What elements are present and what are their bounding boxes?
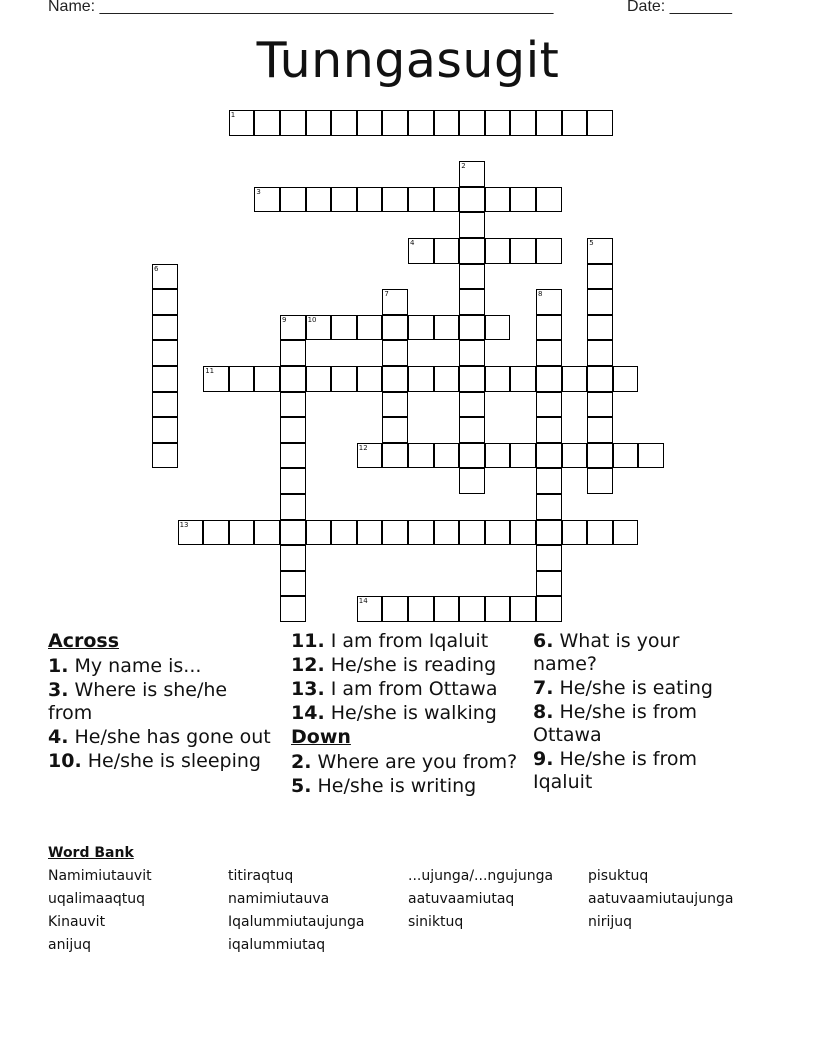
down-heading: Down [291, 726, 351, 748]
crossword-cell[interactable] [152, 392, 178, 418]
crossword-cell[interactable] [254, 187, 280, 213]
crossword-cell[interactable] [280, 494, 306, 520]
clue-across-13: 13. I am from Ottawa [291, 678, 498, 700]
clue-number: 10 [307, 315, 317, 324]
crossword-cell[interactable] [587, 238, 613, 264]
crossword-cell[interactable] [459, 468, 485, 494]
word-bank-word: Iqalummiutaujunga [228, 914, 365, 930]
word-bank-word: aatuvaamiutaq [408, 891, 515, 907]
across-heading: Across [48, 630, 120, 652]
crossword-cell[interactable] [357, 366, 383, 392]
clue-down-6: 6. What is your name? [533, 630, 680, 675]
crossword-cell[interactable] [536, 110, 562, 136]
crossword-cell[interactable] [280, 545, 306, 571]
crossword-cell[interactable] [510, 187, 536, 213]
crossword-cell[interactable] [459, 417, 485, 443]
crossword-cell[interactable] [536, 366, 562, 392]
crossword-cell[interactable] [203, 520, 229, 546]
crossword-cell[interactable] [331, 315, 357, 341]
crossword-cell[interactable] [587, 264, 613, 290]
crossword-cell[interactable] [382, 443, 408, 469]
crossword-cell[interactable] [536, 494, 562, 520]
clue-number: 8 [538, 290, 543, 299]
clue-number: 6 [154, 264, 159, 273]
crossword-cell[interactable] [485, 520, 511, 546]
clue-across-4: 4. He/she has gone out [48, 726, 271, 748]
crossword-cell[interactable] [382, 315, 408, 341]
crossword-cell[interactable] [382, 392, 408, 418]
crossword-cell[interactable] [357, 187, 383, 213]
crossword-cell[interactable] [357, 110, 383, 136]
crossword-cell[interactable] [357, 596, 383, 622]
crossword-cell[interactable] [382, 417, 408, 443]
crossword-cell[interactable] [638, 443, 664, 469]
crossword-cell[interactable] [510, 520, 536, 546]
crossword-cell[interactable] [408, 520, 434, 546]
crossword-cell[interactable] [459, 161, 485, 187]
crossword-cell[interactable] [306, 187, 332, 213]
crossword-cell[interactable] [152, 417, 178, 443]
crossword-cell[interactable] [280, 392, 306, 418]
crossword-cell[interactable] [408, 315, 434, 341]
crossword-cell[interactable] [203, 366, 229, 392]
crossword-cell[interactable] [382, 289, 408, 315]
clue-number: 9 [282, 315, 287, 324]
crossword-cell[interactable] [459, 187, 485, 213]
crossword-cell[interactable] [536, 417, 562, 443]
crossword-cell[interactable] [536, 596, 562, 622]
crossword-cell[interactable] [536, 520, 562, 546]
crossword-cell[interactable] [459, 212, 485, 238]
word-bank-word: siniktuq [408, 914, 464, 930]
word-bank-word: pisuktuq [588, 868, 649, 884]
crossword-cell[interactable] [280, 366, 306, 392]
crossword-cell[interactable] [510, 596, 536, 622]
clue-number: 13 [179, 520, 189, 529]
crossword-cell[interactable] [357, 315, 383, 341]
crossword-cell[interactable] [382, 110, 408, 136]
crossword-cell[interactable] [434, 315, 460, 341]
crossword-cell[interactable] [587, 468, 613, 494]
date-field-label: Date: _______ [627, 0, 732, 15]
clue-down-2: 2. Where are you from? [291, 751, 518, 773]
crossword-cell[interactable] [254, 520, 280, 546]
crossword-cell[interactable] [510, 443, 536, 469]
crossword-cell[interactable] [536, 468, 562, 494]
crossword-cell[interactable] [152, 264, 178, 290]
crossword-cell[interactable] [152, 340, 178, 366]
clue-column-3 [533, 630, 748, 795]
word-bank-word: ...ujunga/...ngujunga [408, 868, 554, 884]
crossword-cell[interactable] [587, 289, 613, 315]
clue-down-5: 5. He/she is writing [291, 775, 477, 797]
crossword-cell[interactable] [280, 340, 306, 366]
crossword-cell[interactable] [434, 187, 460, 213]
crossword-cell[interactable] [485, 238, 511, 264]
word-bank-word: Kinauvit [48, 914, 106, 930]
crossword-cell[interactable] [536, 443, 562, 469]
crossword-cell[interactable] [254, 366, 280, 392]
crossword-cell[interactable] [536, 392, 562, 418]
clue-number: 7 [384, 290, 389, 299]
crossword-cell[interactable] [229, 366, 255, 392]
crossword-cell[interactable] [536, 315, 562, 341]
clue-number: 3 [256, 187, 261, 196]
crossword-cell[interactable] [613, 366, 639, 392]
crossword-cell[interactable] [485, 110, 511, 136]
word-bank-word: namimiutauva [228, 891, 330, 907]
crossword-cell[interactable] [280, 315, 306, 341]
crossword-cell[interactable] [331, 187, 357, 213]
crossword-cell[interactable] [459, 392, 485, 418]
crossword-cell[interactable] [280, 110, 306, 136]
crossword-cell[interactable] [152, 443, 178, 469]
crossword-cell[interactable] [152, 315, 178, 341]
crossword-cell[interactable] [485, 366, 511, 392]
crossword-cell[interactable] [485, 443, 511, 469]
crossword-cell[interactable] [510, 238, 536, 264]
crossword-cell[interactable] [280, 468, 306, 494]
crossword-cell[interactable] [280, 443, 306, 469]
crossword-cell[interactable] [306, 315, 332, 341]
crossword-cell[interactable] [357, 443, 383, 469]
word-bank-title: Word Bank [48, 845, 134, 861]
crossword-cell[interactable] [408, 366, 434, 392]
crossword-cell[interactable] [434, 110, 460, 136]
crossword-cell[interactable] [562, 110, 588, 136]
crossword-cell[interactable] [587, 443, 613, 469]
crossword-cell[interactable] [536, 571, 562, 597]
crossword-cell[interactable] [408, 443, 434, 469]
crossword-cell[interactable] [434, 443, 460, 469]
crossword-cell[interactable] [587, 315, 613, 341]
crossword-cell[interactable] [587, 520, 613, 546]
crossword-cell[interactable] [459, 366, 485, 392]
crossword-cell[interactable] [229, 520, 255, 546]
clue-across-1: 1. My name is... [48, 655, 202, 677]
clue-number: 1 [230, 111, 236, 119]
crossword-cell[interactable] [306, 520, 332, 546]
crossword-cell[interactable] [408, 187, 434, 213]
crossword-cell[interactable] [152, 366, 178, 392]
crossword-cell[interactable] [331, 110, 357, 136]
crossword-cell[interactable] [459, 315, 485, 341]
crossword-cell[interactable] [510, 366, 536, 392]
crossword-cell[interactable] [280, 187, 306, 213]
clue-down-7: 7. He/she is eating [533, 677, 713, 699]
clue-number: 5 [589, 239, 594, 247]
clue-number: 14 [358, 597, 368, 606]
word-bank-word: uqalimaaqtuq [48, 891, 146, 907]
crossword-cell[interactable] [459, 289, 485, 315]
crossword-cell[interactable] [587, 110, 613, 136]
crossword-cell[interactable] [434, 366, 460, 392]
crossword-cell[interactable] [562, 443, 588, 469]
crossword-cell[interactable] [459, 520, 485, 546]
crossword-cell[interactable] [382, 596, 408, 622]
crossword-cell[interactable] [382, 520, 408, 546]
crossword-cell[interactable] [152, 289, 178, 315]
crossword-cell[interactable] [562, 366, 588, 392]
crossword-cell[interactable] [459, 110, 485, 136]
crossword-cell[interactable] [254, 110, 280, 136]
crossword-cell[interactable] [459, 264, 485, 290]
crossword-cell[interactable] [459, 443, 485, 469]
crossword-cell[interactable] [485, 187, 511, 213]
crossword-cell[interactable] [408, 110, 434, 136]
clue-across-11: 11. I am from Iqaluit [291, 630, 489, 652]
clue-column-2 [291, 630, 526, 799]
crossword-cell[interactable] [459, 596, 485, 622]
word-bank-word: aatuvaamiutaujunga [588, 891, 734, 907]
clue-down-8: 8. He/she is from Ottawa [533, 701, 697, 746]
crossword-cell[interactable] [408, 596, 434, 622]
word-bank-word: titiraqtuq [228, 868, 294, 884]
crossword-cell[interactable] [280, 417, 306, 443]
page-title: Tunngasugit [256, 32, 560, 89]
crossword-cell[interactable] [382, 366, 408, 392]
crossword-cell[interactable] [434, 596, 460, 622]
crossword-cell[interactable] [536, 187, 562, 213]
crossword-cell[interactable] [280, 571, 306, 597]
clue-number: 4 [410, 239, 415, 247]
crossword-cell[interactable] [434, 520, 460, 546]
crossword-cell[interactable] [306, 366, 332, 392]
crossword-cell[interactable] [562, 520, 588, 546]
word-bank-word: anijuq [48, 937, 91, 953]
crossword-cell[interactable] [510, 110, 536, 136]
crossword-cell[interactable] [485, 596, 511, 622]
clue-column-1 [48, 630, 273, 774]
crossword-cell[interactable] [382, 340, 408, 366]
word-bank-word: Namimiutauvit [48, 868, 152, 884]
crossword-cell[interactable] [587, 366, 613, 392]
crossword-cell[interactable] [280, 520, 306, 546]
crossword-cell[interactable] [536, 545, 562, 571]
crossword-cell[interactable] [434, 238, 460, 264]
crossword-cell[interactable] [587, 340, 613, 366]
crossword-cell[interactable] [280, 596, 306, 622]
crossword-cell[interactable] [331, 366, 357, 392]
crossword-cell[interactable] [613, 520, 639, 546]
crossword-cell[interactable] [587, 392, 613, 418]
crossword-cell[interactable] [485, 315, 511, 341]
crossword-cell[interactable] [229, 110, 255, 136]
crossword-cell[interactable] [587, 417, 613, 443]
clue-number: 12 [358, 443, 368, 452]
crossword-cell[interactable] [306, 110, 332, 136]
crossword-cell[interactable] [536, 340, 562, 366]
crossword-cell[interactable] [613, 443, 639, 469]
word-bank-word: nirijuq [588, 914, 633, 930]
clue-across-10: 10. He/she is sleeping [48, 750, 261, 772]
clue-number: 2 [461, 162, 466, 171]
crossword-cell[interactable] [178, 520, 204, 546]
word-bank-word: iqalummiutaq [228, 937, 326, 953]
crossword-cell[interactable] [536, 289, 562, 315]
clue-number: 11 [205, 367, 215, 375]
crossword-cell[interactable] [408, 238, 434, 264]
crossword-cell[interactable] [459, 238, 485, 264]
clue-across-12: 12. He/she is reading [291, 654, 497, 676]
crossword-cell[interactable] [382, 187, 408, 213]
crossword-cell[interactable] [536, 238, 562, 264]
clue-down-9: 9. He/she is from Iqaluit [533, 748, 697, 793]
crossword-cell[interactable] [331, 520, 357, 546]
crossword-cell[interactable] [357, 520, 383, 546]
clue-across-3: 3. Where is she/he from [48, 679, 228, 724]
crossword-cell[interactable] [459, 340, 485, 366]
clue-across-14: 14. He/she is walking [291, 702, 497, 724]
name-field-label: Name: ___________________________________________________ [48, 0, 554, 15]
